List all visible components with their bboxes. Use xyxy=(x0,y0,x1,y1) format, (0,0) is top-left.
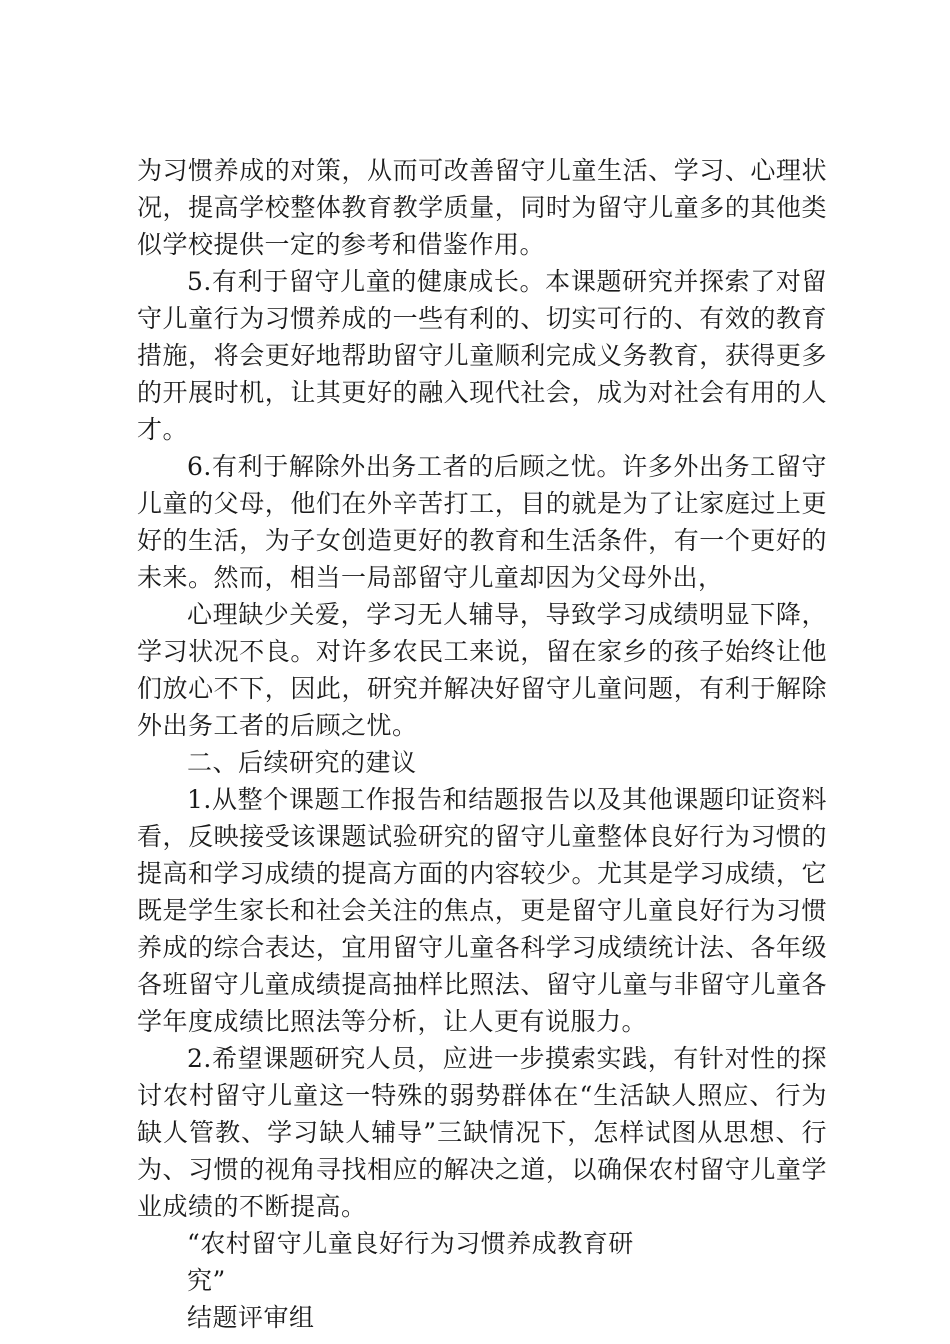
text-line: 措施，将会更好地帮助留守儿童顺利完成义务教育，获得更多 xyxy=(137,341,827,370)
text-line: 为、习惯的视角寻找相应的解决之道，以确保农村留守儿童学 xyxy=(137,1155,827,1184)
text-line: 况，提高学校整体教育教学质量，同时为留守儿童多的其他类 xyxy=(137,193,827,222)
text-line: 为习惯养成的对策，从而可改善留守儿童生活、学习、心理状 xyxy=(137,156,827,185)
text-line: 守儿童行为习惯养成的一些有利的、切实可行的、有效的教育 xyxy=(137,304,827,333)
text-line: 的开展时机，让其更好的融入现代社会，成为对社会有用的人 xyxy=(137,378,827,407)
text-line: 心理缺少关爱，学习无人辅导，导致学习成绩明显下降， xyxy=(187,600,827,629)
text-line: 学年度成绩比照法等分析，让人更有说服力。 xyxy=(137,1007,648,1036)
text-line: 2.希望课题研究人员，应进一步摸索实践，有针对性的探 xyxy=(187,1044,827,1073)
text-line: 学习状况不良。对许多农民工来说，留在家乡的孩子始终让他 xyxy=(137,637,827,666)
text-line: 似学校提供一定的参考和借鉴作用。 xyxy=(137,230,546,259)
text-line: 未来。然而，相当一局部留守儿童却因为父母外出， xyxy=(137,563,724,592)
signature-block xyxy=(137,1225,827,1336)
text-line: 缺人管教、学习缺人辅导”三缺情况下，怎样试图从思想、行 xyxy=(137,1118,827,1147)
text-line: 1.从整个课题工作报告和结题报告以及其他课题印证资料 xyxy=(187,785,827,814)
text-line: 讨农村留守儿童这一特殊的弱势群体在“生活缺人照应、行为 xyxy=(137,1081,827,1110)
text-line: 6.有利于解除外出务工者的后顾之忧。许多外出务工留守 xyxy=(187,452,827,481)
text-line: 提高和学习成绩的提高方面的内容较少。尤其是学习成绩，它 xyxy=(137,859,827,888)
text-line: 5.有利于留守儿童的健康成长。本课题研究并探索了对留 xyxy=(187,267,827,296)
text-line: 儿童的父母，他们在外辛苦打工，目的就是为了让家庭过上更 xyxy=(137,489,827,518)
text-line: 业成绩的不断提高。 xyxy=(137,1192,367,1221)
document-body xyxy=(137,152,827,1336)
text-line: 才。 xyxy=(137,415,189,444)
text-line: 外出务工者的后顾之忧。 xyxy=(137,711,418,740)
signature-title-line-1: “农村留守儿童良好行为习惯养成教育研 xyxy=(187,1229,634,1258)
text-line: 各班留守儿童成绩提高抽样比照法、留守儿童与非留守儿童各 xyxy=(137,970,827,999)
text-line: 既是学生家长和社会关注的焦点，更是留守儿童良好行为习惯 xyxy=(137,896,827,925)
text-line: 养成的综合表达，宜用留守儿童各科学习成绩统计法、各年级 xyxy=(137,933,827,962)
body-text xyxy=(137,152,827,1225)
text-line: 看，反映接受该课题试验研究的留守儿童整体良好行为习惯的 xyxy=(137,822,827,851)
text-line: 们放心不下，因此，研究并解决好留守儿童问题，有利于解除 xyxy=(137,674,827,703)
text-line: 二、后续研究的建议 xyxy=(187,748,417,777)
signature-group: 结题评审组 xyxy=(187,1303,315,1332)
text-line: 好的生活，为子女创造更好的教育和生活条件，有一个更好的 xyxy=(137,526,827,555)
signature-title-line-2: 究” xyxy=(187,1266,226,1295)
